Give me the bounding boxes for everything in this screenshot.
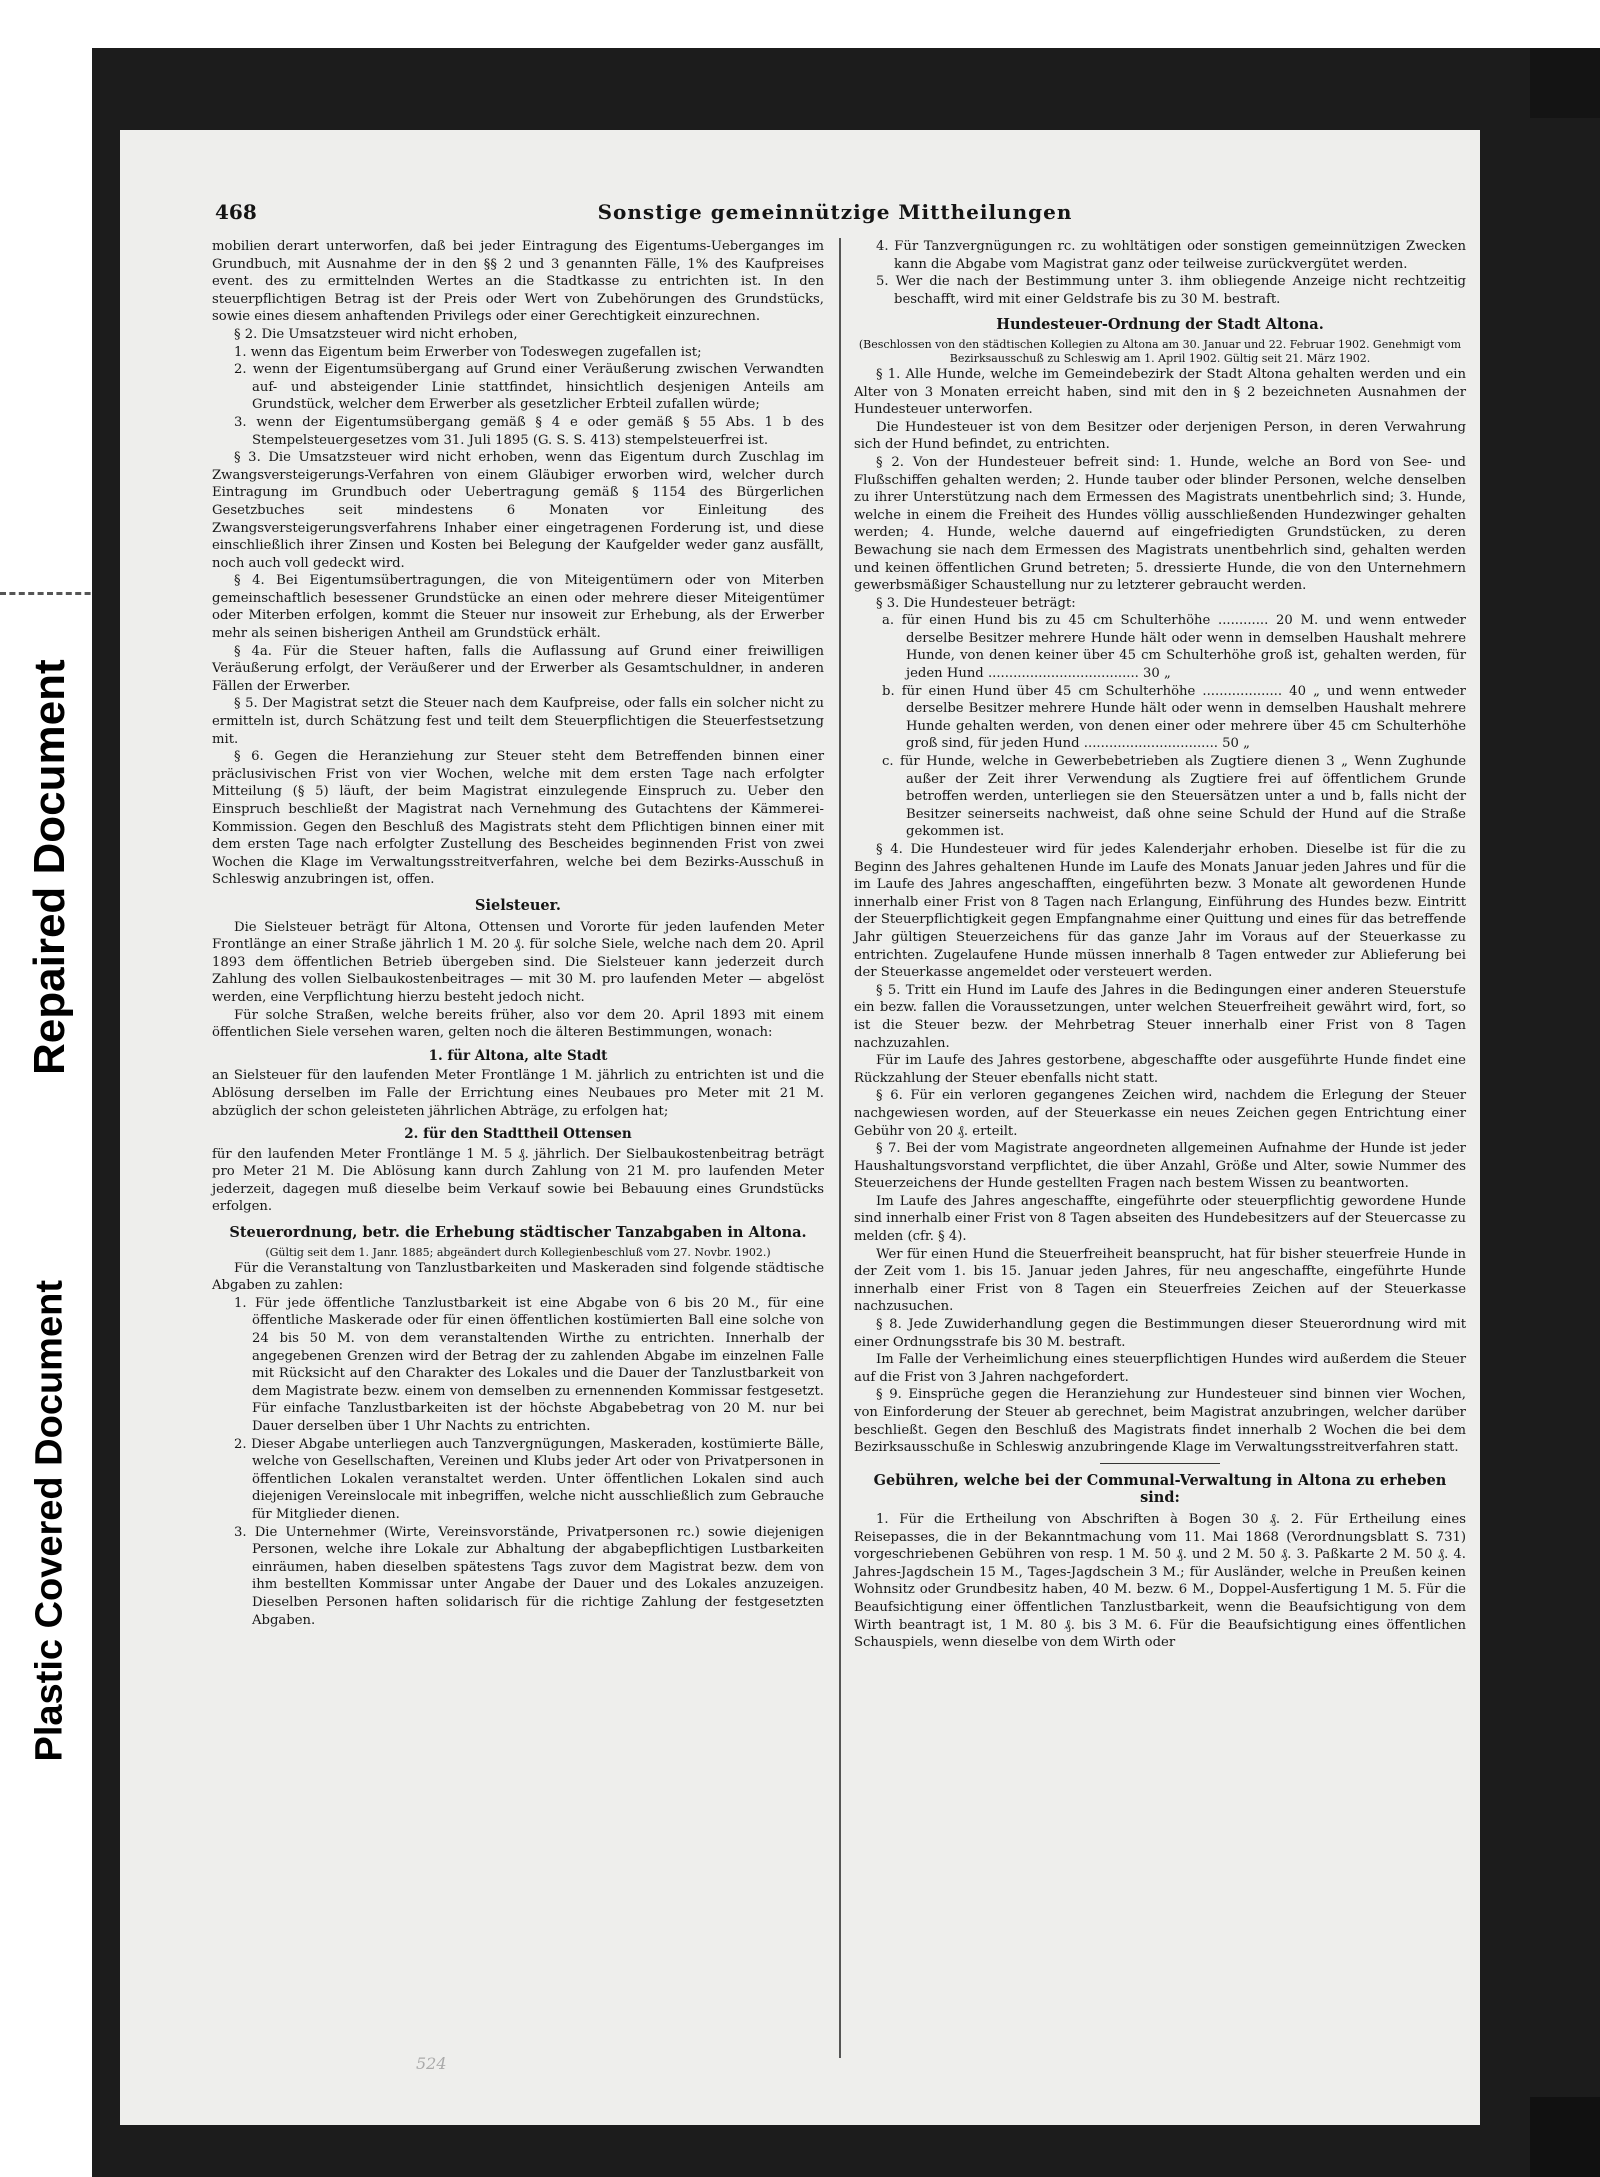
section-note: (Beschlossen von den städtischen Kollegien zu Altona am 30. Januar und 22. Februar 1902. Genehmigt vom Bezirksausschuß zu Schleswig am 1. April 1902. Gültig seit 21. März 1902. [858,337,1462,365]
paragraph: an Sielsteuer für den laufenden Meter Frontlänge 1 M. jährlich zu entrichten ist und die Ablösung derselben im Falle der Errichtung eines Neubaues pro Meter mit 21 M. abzüglich der schon geleisteten jährlichen Abträge, zu erfolgen hat; [212,1068,824,1119]
paragraph: Die Hundesteuer ist von dem Besitzer oder derjenigen Person, in deren Verwahrung sich der Hund befindet, zu entrichten. [854,419,1466,453]
paragraph: § 1. Alle Hunde, welche im Gemeindebezirk der Stadt Altona gehalten werden und ein Alter von 3 Monaten erreicht haben, sind mit den in § 2 bezeichneten Ausnahmen der Hundesteuer unterworfen. [854,366,1466,418]
paragraph: Wer für einen Hund die Steuerfreiheit beansprucht, hat für bisher steuerfreie Hunde in der Zeit vom 1. bis 15. Januar jeden Jahres, für neu angeschaffte, eingeführte Hunde innerhalb einer Frist von 8 Tagen ein Steuerfreies Zeichen auf der Steuerkasse nachzusuchen. [854,1246,1466,1315]
paragraph: 4. Für Tanzvergnügungen rc. zu wohltätigen oder sonstigen gemeinnützigen Zwecken kann die Abgabe vom Magistrat ganz oder teilweise zurückvergütet werden. [876,239,1466,272]
paragraph: Für die Veranstaltung von Tanzlustbarkeiten und Maskeraden sind folgende städtische Abgaben zu zahlen: [212,1260,824,1294]
paragraph: § 5. Tritt ein Hund im Laufe des Jahres in die Bedingungen einer anderen Steuerstufe ein bezw. fallen die Voraussetzungen, unter welchen Steuerfreiheit gewährt wird, fort, so ist die Steuer bezw. der Mehrbetrag Steuer innerhalb einer Frist von 8 Tagen nachzuzahlen. [854,982,1466,1051]
paragraph: § 6. Gegen die Heranziehung zur Steuer steht dem Betreffenden binnen einer präclusivischen Frist von vier Wochen, welche mit dem ersten Tage nach erfolgter Mitteilung (§ 5) läuft, der beim Magistrat einzulegende Einspruch zu. Ueber den Einspruch beschließt der Magistrat nach Vernehmung des Gutachtens der Kämmerei-Kommission. Gegen den Beschluß des Magistrats steht dem Pflichtigen binnen einer mit dem ersten Tage nach erfolgter Zustellung des Bescheides beginnenden Frist von zwei Wochen die Klage im Verwaltungsstreitverfahren, welche bei dem Bezirks-Ausschuß in Schleswig anzubringen ist, offen. [212,749,824,888]
paragraph: § 6. Für ein verloren gegangenes Zeichen wird, nachdem die Erlegung der Steuer nachgewiesen worden, auf der Steuerkasse ein neues Zeichen gegen Entrichtung einer Gebühr von 20 ₰. erteilt. [854,1088,1466,1139]
paragraph: a. für einen Hund bis zu 45 cm Schulterhöhe ............ 20 M. und wenn entweder derselbe Besitzer mehrere Hunde hält oder wenn in demselben Haushalt mehrere Hunde, von denen keiner über 45 cm Schulterhöhe groß ist, gehalten werden, für jeden Hund .................................... 30 „ [882,613,1466,682]
handwritten-note: 524 [416,2054,447,2073]
page-header [215,200,1455,230]
scan-corner-bottom-right [1530,2097,1600,2177]
column-divider [839,238,841,2058]
paragraph: § 3. Die Umsatzsteuer wird nicht erhoben, wenn das Eigentum durch Zuschlag im Zwangsversteigerungs-Verfahren von einem Gläubiger erworben wird, welcher durch Eintragung im Grundbuch oder Uebertragung gemäß § 1154 des Bürgerlichen Gesetzbuches seit mindestens 6 Monaten vor Einleitung des Zwangsversteigerungsverfahrens Inhaber einer eingetragenen Forderung ist, und diese einschließlich ihrer Zinsen und Kosten bei Belegung der Kaufgelder weder ganz ausfällt, noch auch voll gedeckt wird. [212,450,824,571]
scan-corner-top-right [1530,48,1600,118]
paragraph: § 4. Bei Eigentumsübertragungen, die von Miteigentümern oder von Miterben gemeinschaftlich besessener Grundstücke an einen oder mehrere dieser Miteigentümer oder Miterben erfolgen, kommt die Steuer nur insoweit zur Erhebung, als der Erwerber mehr als seinen bisherigen Antheil am Grundstück erhält. [212,573,824,642]
paragraph: 2. Dieser Abgabe unterliegen auch Tanzvergnügungen, Maskeraden, kostümierte Bälle, welche von Gesellschaften, Vereinen und Klubs jeder Art oder von Privatpersonen in öffentlichen Lokalen veranstaltet werden. Unter öffentlichen Lokalen sind auch diejenigen Vereinslocale mit inbegriffen, welche nicht ausschließlich zum Gebrauche für Mitglieder dienen. [234,1436,824,1522]
paragraph: § 4. Die Hundesteuer wird für jedes Kalenderjahr erhoben. Dieselbe ist für die zu Beginn des Jahres gehaltenen Hunde im Laufe des Monats Januar jeden Jahres und für die im Laufe des Jahres angeschafften, eingeführten bezw. 3 Monate alt gewordenen Hunde innerhalb einer Frist von 8 Tagen nach Erlangung, Einführung des Hundes bezw. Eintritt der Steuerpflichtigkeit gegen Empfangnahme einer Quittung und eines für das betreffende Jahr gültigen Steuerzeichens für das ganze Jahr im Voraus auf der Steuerkasse zu entrichten. Zugelaufene Hunde müssen innerhalb 8 Tagen entweder zur Ablieferung bei der Steuerkasse angemeldet oder versteuert werden. [854,842,1466,981]
left-column [212,238,824,1629]
section-heading: Steuerordnung, betr. die Erhebung städtischer Tanzabgaben in Altona. [229,1224,807,1242]
section-rule [1100,1463,1220,1464]
paragraph: § 9. Einsprüche gegen die Heranziehung zur Hundesteuer sind binnen vier Wochen, von Einforderung der Steuer ab gerechnet, beim Magistrat anzubringen, welcher darüber beschließt. Gegen den Beschluß des Magistrats findet innerhalb 2 Wochen die bei dem Bezirksausschuße in Schleswig anzubringende Klage im Verwaltungsstreitverfahren statt. [854,1387,1466,1456]
paragraph: 1. Für die Ertheilung von Abschriften à Bogen 30 ₰. 2. Für Ertheilung eines Reisepasses, die in der Bekanntmachung vom 11. Mai 1868 (Verordnungsblatt S. 731) vorgeschriebenen Gebühren von resp. 1 M. 50 ₰. und 2 M. 50 ₰. 3. Paßkarte 2 M. 50 ₰. 4. Jahres-Jagdschein 15 M., Tages-Jagdschein 3 M.; für Ausländer, welche in Preußen keinen Wohnsitz oder Grundbesitz haben, 40 M. bezw. 6 M., Doppel-Ausfertigung 1 M. 5. Für die Beaufsichtigung einer öffentlichen Tanzlustbarkeit, wenn die Beaufsichtigung von dem Wirth beantragt ist, 1 M. 80 ₰. bis 3 M. 6. Für die Beaufsichtigung eines öffentlichen Schauspiels, wenn dieselbe von dem Wirth oder [854,1511,1466,1651]
page-number: 468 [215,200,257,224]
paragraph: § 3. Die Hundesteuer beträgt: [876,595,1076,611]
paragraph: für den laufenden Meter Frontlänge 1 M. 5 ₰. jährlich. Der Sielbaukostenbeitrag beträgt pro Meter 21 M. Die Ablösung kann durch Zahlung von 21 M. pro laufenden Meter jederzeit, dagegen muß dieselbe beim Verkauf sowie bei Bebauung eines Grundstücks erfolgen. [212,1146,824,1215]
section-note: (Gültig seit dem 1. Janr. 1885; abgeändert durch Kollegienbeschluß vom 27. Novbr. 1902.) [265,1245,771,1259]
paragraph: 1. wenn das Eigentum beim Erwerber von Todeswegen zugefallen ist; [234,344,702,360]
paragraph: Für im Laufe des Jahres gestorbene, abgeschaffte oder ausgeführte Hunde findet eine Rückzahlung der Steuer ebenfalls nicht statt. [854,1053,1466,1086]
paragraph: Die Sielsteuer beträgt für Altona, Ottensen und Vororte für jeden laufenden Meter Frontlänge an einer Straße jährlich 1 M. 20 ₰. für solche Siele, welche nach dem 20. April 1893 dem öffentlichen Betrieb übergeben sind. Die Sielsteuer kann jederzeit durch Zahlung des vollen Sielbaukostenbeitrages — mit 30 M. pro laufenden Meter — abgelöst werden, eine Verpflichtung hierzu besteht jedoch nicht. [212,919,824,1005]
plastic-covered-label: Plastic Covered Document [28,1280,71,1762]
dashed-divider [0,592,100,595]
paragraph: 2. wenn der Eigentumsübergang auf Grund einer Veräußerung zwischen Verwandten auf- und absteigender Linie stattfindet, hinsichtlich desjenigen Anteils am Grundstück, welcher dem Erwerber als gesetzlicher Erbteil zufallen würde; [234,362,824,413]
paragraph: Für solche Straßen, welche bereits früher, also vor dem 20. April 1893 mit einem öffentlichen Siele versehen waren, gelten noch die älteren Bestimmungen, wonach: [212,1007,824,1041]
paragraph: c. für Hunde, welche in Gewerbebetrieben als Zugtiere dienen 3 „ Wenn Zughunde außer der Zeit ihrer Verwendung als Zugtiere frei auf öffentlichem Grunde betroffen werden, unterliegen sie den Steuersätzen unter a und b, falls nicht der Besitzer seinerseits nachweist, daß ohne seine Schuld der Hund auf die Straße gekommen ist. [882,754,1466,840]
paragraph: mobilien derart unterworfen, daß bei jeder Eintragung des Eigentums-Ueberganges im Grundbuch, mit Ausnahme der in den §§ 2 und 3 genannten Fälle, 1% des Kaufpreises event. des zu ermittelnden Wertes an die Stadtkasse zu entrichten ist. In den steuerpflichtigen Betrag ist der Preis oder Wert von Zubehörungen des Grundstücks, sowie eines diesem anhaftenden Privilegs oder einer Gerechtigkeit einzurechnen. [212,239,824,325]
paragraph: § 5. Der Magistrat setzt die Steuer nach dem Kaufpreise, oder falls ein solcher nicht zu ermitteln ist, durch Schätzung fest und teilt dem Steuerpflichtigen die Steuerfestsetzung mit. [212,696,824,747]
paragraph: 3. wenn der Eigentumsübergang gemäß § 4 e oder gemäß § 55 Abs. 1 b des Stempelsteuergesetzes vom 31. Juli 1895 (G. S. S. 413) stempelsteuerfrei ist. [234,414,824,448]
paragraph: § 2. Von der Hundesteuer befreit sind: 1. Hunde, welche an Bord von See- und Flußschiffen gehalten werden; 2. Hunde tauber oder blinder Personen, welche denselben zu ihrer Unterstützung nach dem Ermessen des Magistrats unentbehrlich sind; 3. Hunde, welche in einem die Freiheit des Hundes völlig ausschließenden Hundezwinger gehalten werden; 4. Hunde, welche dauernd auf eingefriedigten Grundstücken, zu deren Bewachung sie nach dem Ermessen des Magistrats unentbehrlich sind, gehalten werden und keinen öffentlichen Grund betreten; 5. dressierte Hunde, die von den Unternehmern gewerbsmäßiger Schaustellung nur zu letzterer gebraucht werden. [854,454,1466,594]
paragraph: 5. Wer die nach der Bestimmung unter 3. ihm obliegende Anzeige nicht rechtzeitig beschafft, wird mit einer Geldstrafe bis zu 30 M. bestraft. [876,274,1466,307]
subsection-heading: 1. für Altona, alte Stadt [428,1047,608,1064]
paragraph: § 4a. Für die Steuer haften, falls die Auflassung auf Grund einer freiwilligen Veräußerung erfolgt, der Veräußerer und der Erwerber als Gesamtschuldner, in anderen Fällen der Erwerber. [212,643,824,694]
repaired-document-label: Repaired Document [25,659,74,1075]
subsection-heading: 2. für den Stadttheil Ottensen [404,1126,632,1143]
section-heading: Sielsteuer. [475,896,561,914]
document-page [120,130,1480,2125]
paragraph: Im Falle der Verheimlichung eines steuerpflichtigen Hundes wird außerdem die Steuer auf die Frist von 3 Jahren nachgefordert. [854,1352,1466,1385]
paragraph: b. für einen Hund über 45 cm Schulterhöhe ................... 40 „ und wenn entweder derselbe Besitzer mehrere Hunde hält oder wenn in demselben Haushalt mehrere Hunde gehalten werden, von denen einer oder mehrere über 45 cm Schulterhöhe groß sind, für jeden Hund ................................ 50 „ [882,683,1466,752]
paragraph: 3. Die Unternehmer (Wirte, Vereinsvorstände, Privatpersonen rc.) sowie diejenigen Personen, welche ihre Lokale zur Abhaltung der abgabepflichtigen Lustbarkeiten einräumen, haben dieselben spätestens Tags zuvor dem Magistrat bezw. dem von ihm bestellten Kommissar unter Angabe der Dauer und des Lokales anzuzeigen. Dieselben Personen haften solidarisch für die richtige Zahlung der festgesetzten Abgaben. [234,1524,824,1628]
right-column [854,238,1466,1652]
section-heading: Hundesteuer-Ordnung der Stadt Altona. [996,316,1324,334]
paragraph: § 7. Bei der vom Magistrate angeordneten allgemeinen Aufnahme der Hunde ist jeder Haushaltungsvorstand verpflichtet, die über Anzahl, Größe und Alter, sowie Nummer des Steuerzeichens der Hunde gestellten Fragen nach bestem Wissen zu beantworten. [854,1141,1466,1192]
running-title: Sonstige gemeinnützige Mittheilungen [597,200,1073,224]
paragraph: 1. Für jede öffentliche Tanzlustbarkeit ist eine Abgabe von 6 bis 20 M., für eine öffentliche Maskerade oder für einen öffentlichen kostümierten Ball eine solche von 24 bis 50 M. von dem veranstaltenden Wirthe zu entrichten. Innerhalb der angegebenen Grenzen wird der Betrag der zu zahlenden Abgabe im einzelnen Falle mit Rücksicht auf den Charakter des Lokales und die Dauer der Tanzlustbarkeit von dem Magistrate bezw. einem von demselben zu ernennenden Kommissar festgesetzt. Für einfache Tanzlustbarkeiten ist der höchste Abgabebetrag von 20 M. nur bei Dauer derselben über 1 Uhr Nachts zu entrichten. [234,1295,824,1434]
paragraph: § 8. Jede Zuwiderhandlung gegen die Bestimmungen dieser Steuerordnung wird mit einer Ordnungsstrafe bis 30 M. bestraft. [854,1317,1466,1350]
paragraph: § 2. Die Umsatzsteuer wird nicht erhoben, [234,326,518,342]
section-heading: Gebühren, welche bei der Communal-Verwaltung in Altona zu erheben sind: [873,1471,1447,1507]
paragraph: Im Laufe des Jahres angeschaffte, eingeführte oder steuerpflichtig gewordene Hunde sind innerhalb einer Frist von 8 Tagen abseiten des Hundebesitzers auf der Steuercasse zu melden (cfr. § 4). [854,1193,1466,1245]
